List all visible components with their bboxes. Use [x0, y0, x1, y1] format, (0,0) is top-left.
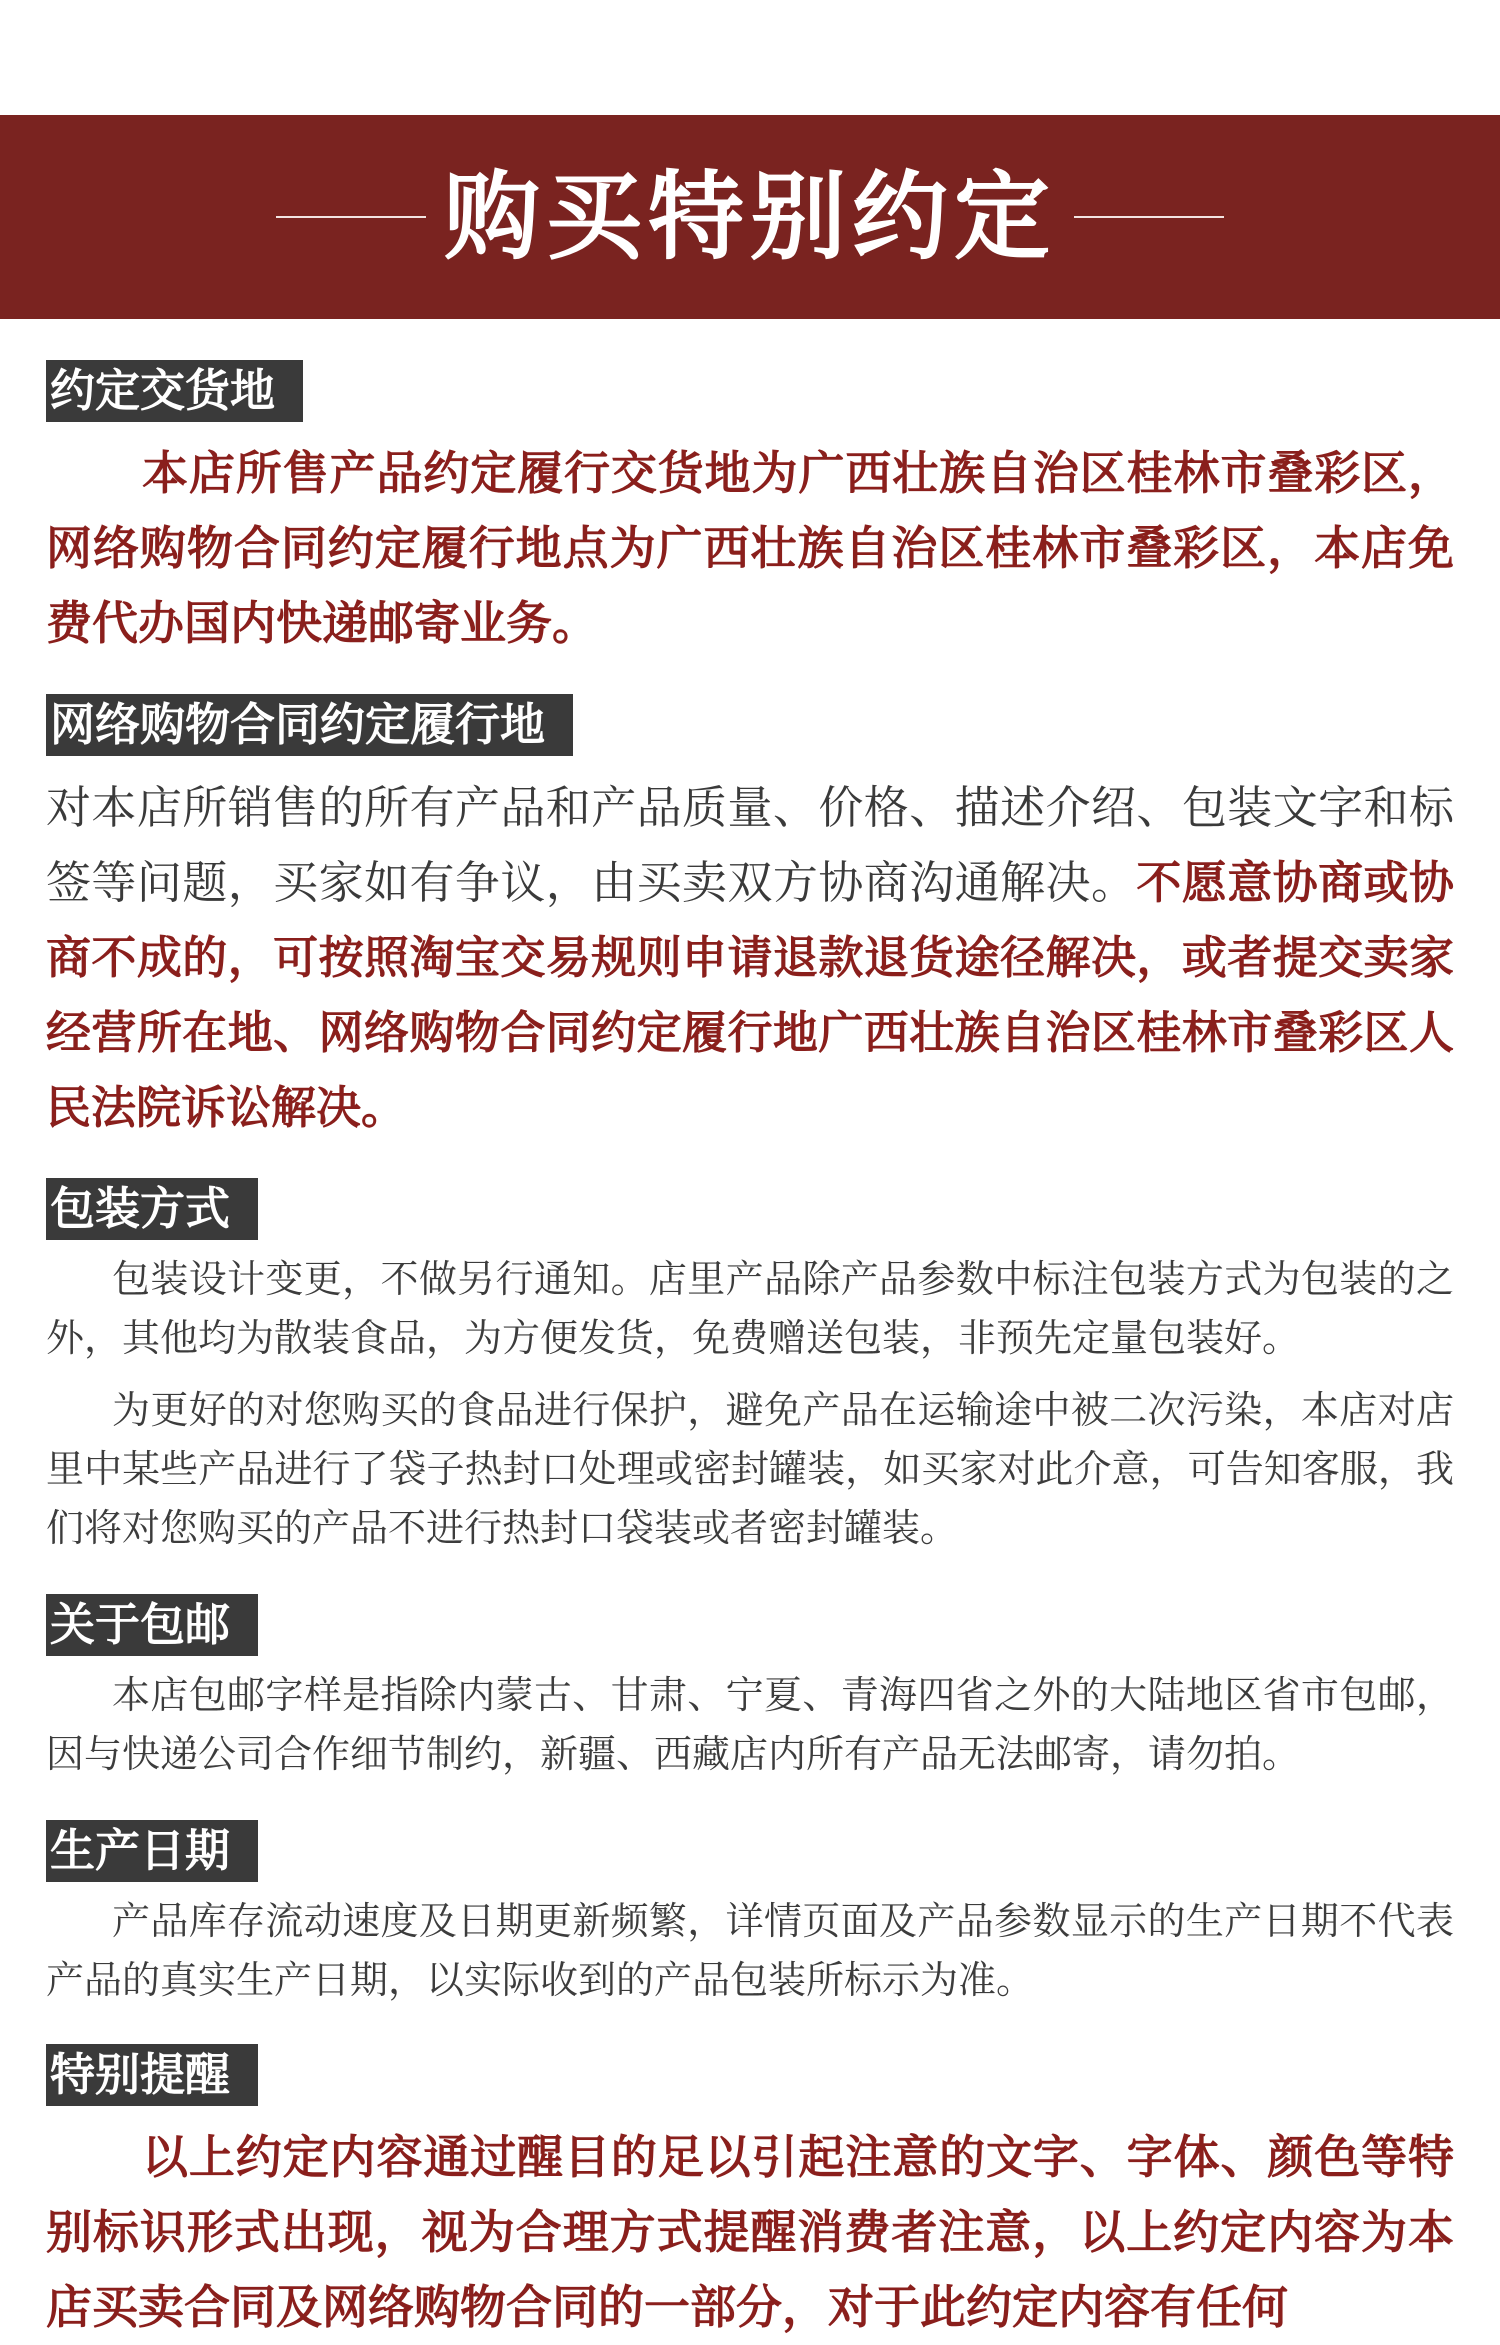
packaging-text-2: 为更好的对您购买的食品进行保护，避免产品在运输途中被二次污染，本店对店里中某些产品进行了袋子热封口处理或密封罐装，如买家对此介意，可告知客服，我们将对您购买的产品不进行热封口袋装或者密封罐装。: [46, 1388, 1454, 1550]
section-contract: [46, 694, 1454, 1145]
reminder-text: 以上约定内容通过醒目的足以引起注意的文字、字体、颜色等特别标识形式出现，视为合理方式提醒消费者注意，以上约定内容为本店买卖合同及网络购物合同的一部分，对于此约定内容有任何: [46, 2130, 1454, 2334]
header-banner: [0, 115, 1500, 319]
contract-text-emphasis: 不愿意协商或协商不成的，可按照淘宝交易规则申请退款退货途径解决，或者提交卖家经营所在地、网络购物合同约定履行地广西壮族自治区桂林市叠彩区人民法院诉讼解决。: [46, 856, 1454, 1134]
section-label-reminder: 特别提醒: [46, 2044, 258, 2106]
delivery-text: 本店所售产品约定履行交货地为广西壮族自治区桂林市叠彩区，网络购物合同约定履行地点为广西壮族自治区桂林市叠彩区，本店免费代办国内快递邮寄业务。: [46, 446, 1454, 650]
section-delivery: [46, 360, 1454, 661]
section-reminder: [46, 2044, 1454, 2345]
section-shipping: [46, 1594, 1454, 1784]
contract-text: [46, 770, 1454, 1145]
shipping-text: 本店包邮字样是指除内蒙古、甘肃、宁夏、青海四省之外的大陆地区省市包邮，因与快递公司合作细节制约，新疆、西藏店内所有产品无法邮寄，请勿拍。: [46, 1673, 1454, 1776]
section-label-production-date: 生产日期: [46, 1820, 258, 1882]
banner-right-rule: [1074, 216, 1224, 218]
section-packaging: [46, 1178, 1454, 1558]
page-title: 购买特别约定: [444, 161, 1056, 273]
banner-left-rule: [276, 216, 426, 218]
production-date-text: 产品库存流动速度及日期更新频繁，详情页面及产品参数显示的生产日期不代表产品的真实生产日期，以实际收到的产品包装所标示为准。: [46, 1899, 1454, 2002]
packaging-text-1: 包装设计变更，不做另行通知。店里产品除产品参数中标注包装方式为包装的之外，其他均为散装食品，为方便发货，免费赠送包装，非预先定量包装好。: [46, 1257, 1454, 1360]
section-label-shipping: 关于包邮: [46, 1594, 258, 1656]
section-label-delivery: 约定交货地: [46, 360, 303, 422]
section-label-contract: 网络购物合同约定履行地: [46, 694, 573, 756]
section-production-date: [46, 1820, 1454, 2010]
section-label-packaging: 包装方式: [46, 1178, 258, 1240]
contract-text-normal: 对本店所销售的所有产品和产品质量、价格、描述介绍、包装文字和标签等问题，买家如有争议，由买卖双方协商沟通解决。: [46, 781, 1454, 909]
